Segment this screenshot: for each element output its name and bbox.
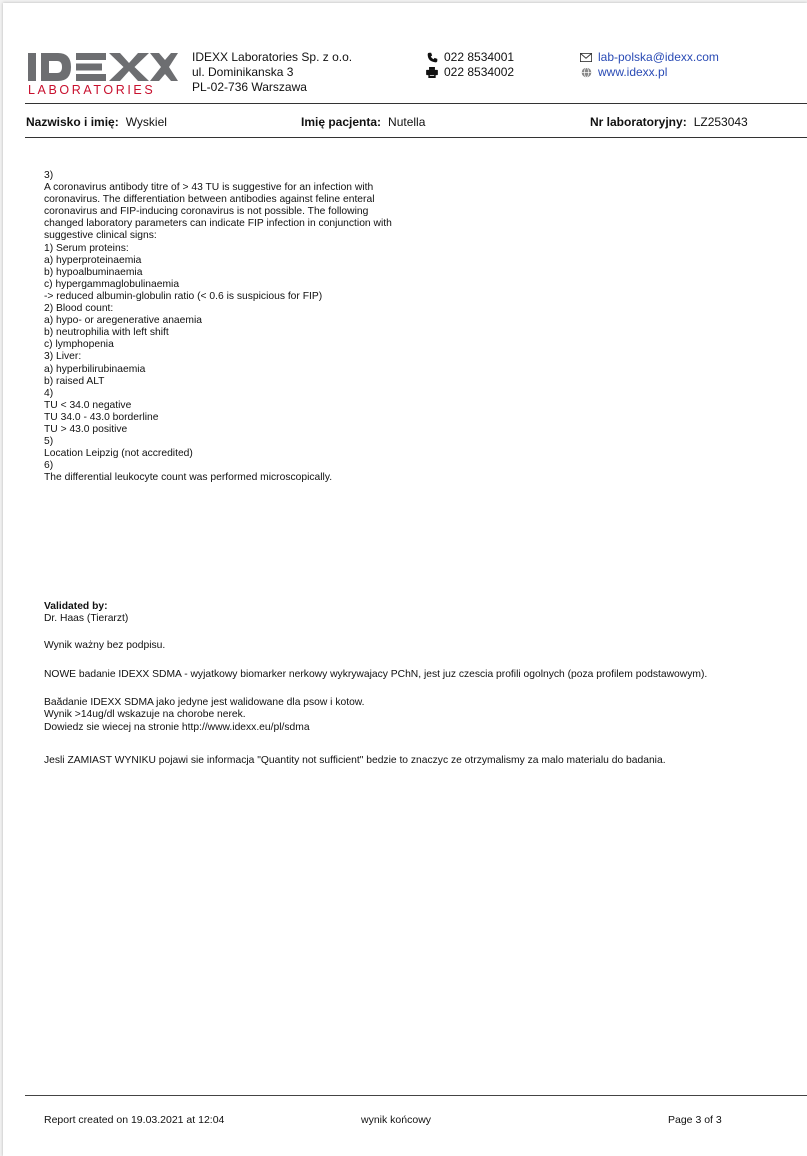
- address-line: ul. Dominikanska 3: [192, 65, 294, 79]
- email-link[interactable]: lab-polska@idexx.com: [598, 50, 719, 64]
- idexx-logo-mark: [28, 53, 178, 81]
- note-line: suggestive clinical signs:: [44, 230, 157, 242]
- note-line: a) hyperproteinaemia: [44, 254, 142, 266]
- lab-contact: [579, 50, 719, 80]
- phone-icon: [425, 52, 439, 63]
- note-line: c) lymphopenia: [44, 339, 114, 351]
- validated-by-label: Validated by:: [44, 601, 108, 612]
- lab-phones: [425, 50, 514, 80]
- note-line: -> reduced albumin-globulin ratio (< 0.6 is suspicious for FIP): [44, 290, 323, 302]
- lab-number-field: [590, 115, 748, 129]
- note-line: changed laboratory parameters can indicate FIP infection in conjunction with: [44, 218, 392, 230]
- logo-laboratories-text: LABORATORIES: [28, 83, 156, 97]
- note-line: b) neutrophilia with left shift: [44, 327, 169, 339]
- header-divider: [25, 103, 807, 104]
- page-number: Page 3 of 3: [668, 1114, 722, 1126]
- report-page: [3, 3, 807, 1156]
- patient-name-value: Nutella: [388, 115, 426, 129]
- note-line: TU > 43.0 positive: [44, 423, 128, 435]
- signature-note: Wynik ważny bez podpisu.: [44, 640, 166, 651]
- note-line: 5): [44, 436, 54, 448]
- idexx-logo: [28, 53, 178, 101]
- lab-number-label: Nr laboratoryjny:: [590, 115, 687, 129]
- sdma-info: [44, 697, 365, 734]
- patient-name-label: Imię pacjenta:: [301, 115, 382, 129]
- patient-divider: [25, 137, 807, 138]
- note-line: a) hypo- or aregenerative anaemia: [44, 315, 202, 327]
- sdma-info-line: Baădanie IDEXX SDMA jako jedyne jest walidowane dla psow i kotow.: [44, 697, 365, 708]
- note-line: A coronavirus antibody titre of > 43 TU is suggestive for an infection with: [44, 182, 374, 194]
- lab-number-value: LZ253043: [693, 115, 748, 129]
- note-line: The differential leukocyte count was performed microscopically.: [44, 472, 333, 484]
- report-header: [3, 3, 807, 163]
- website-link[interactable]: www.idexx.pl: [598, 65, 668, 79]
- lab-address: [192, 50, 352, 95]
- phone-number: 022 8534001: [444, 50, 515, 64]
- owner-name-value: Wyskiel: [125, 115, 167, 129]
- note-line: 4): [44, 387, 54, 399]
- sdma-info-line: Wynik >14ug/dl wskazuje na chorobe nerek.: [44, 709, 246, 721]
- globe-icon: [579, 67, 593, 78]
- fax-icon: [425, 67, 439, 78]
- owner-name-label: Nazwisko i imię:: [26, 115, 119, 129]
- validator-name: Dr. Haas (Tierarzt): [44, 613, 129, 625]
- note-line: 1) Serum proteins:: [44, 242, 129, 254]
- note-line: 3) Liver:: [44, 351, 82, 363]
- note-line: TU 34.0 - 43.0 borderline: [44, 411, 159, 423]
- note-line: 2) Blood count:: [44, 303, 114, 315]
- address-line: IDEXX Laboratories Sp. z o.o.: [192, 50, 353, 64]
- address-line: PL-02-736 Warszawa: [192, 80, 307, 94]
- lab-notes: [44, 170, 444, 484]
- report-status: wynik końcowy: [361, 1114, 432, 1126]
- sdma-info-line: Dowiedz sie wiecej na stronie http://www.idexx.eu/pl/sdma: [44, 721, 310, 733]
- note-line: c) hypergammaglobulinaemia: [44, 278, 180, 290]
- report-created: Report created on 19.03.2021 at 12:04: [44, 1114, 225, 1126]
- note-line: 6): [44, 460, 54, 472]
- note-line: coronavirus. The differentiation between antibodies against feline enteral: [44, 194, 375, 206]
- note-line: 3): [44, 170, 54, 181]
- note-line: coronavirus and FIP-inducing coronavirus is not possible. The following: [44, 206, 369, 218]
- note-line: TU < 34.0 negative: [44, 399, 132, 411]
- validation-block: [44, 601, 128, 625]
- note-line: Location Leipzig (not accredited): [44, 448, 193, 460]
- owner-name-field: [26, 115, 167, 129]
- note-line: a) hyperbilirubinaemia: [44, 363, 146, 375]
- note-line: b) raised ALT: [44, 375, 105, 387]
- sdma-announcement: NOWE badanie IDEXX SDMA - wyjatkowy biomarker nerkowy wykrywajacy PChN, jest juz czescia profili ogolnych (poza profilem podstawowym).: [44, 669, 708, 680]
- note-line: b) hypoalbuminaemia: [44, 266, 143, 278]
- quantity-note: Jesli ZAMIAST WYNIKU pojawi sie informacja "Quantity not sufficient" bedzie to znaczyc ze otrzymalismy za malo materialu do badania.: [44, 755, 666, 766]
- fax-number: 022 8534002: [444, 65, 515, 79]
- patient-name-field: [301, 115, 425, 129]
- footer-divider: [25, 1095, 807, 1096]
- envelope-icon: [579, 53, 593, 62]
